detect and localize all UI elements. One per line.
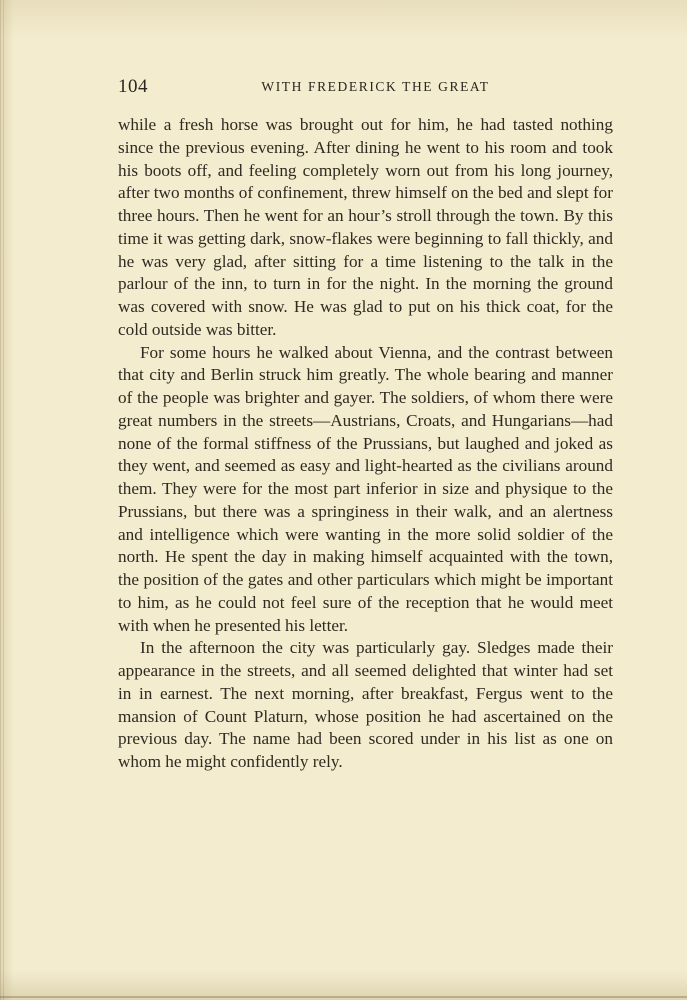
paragraph-3: In the afternoon the city was particularly gay. Sledges made their appearance in the streets, and all seemed delighted that winter had set in in earnest. The next morning, after breakfast, Fergus went to the mansion of Count Platurn, whose position he had ascertained on the previous day. The name had been scored under in his list as one on whom he might confidently rely. (118, 638, 613, 771)
body-text (118, 114, 613, 774)
page-edge-shading (0, 0, 6, 1000)
page-number: 104 (118, 76, 148, 97)
paragraph-2: For some hours he walked about Vienna, and the contrast between that city and Berlin struck him greatly. The whole bearing and manner of the people was brighter and gayer. The soldiers, of whom there were great numbers in the streets—Austrians, Croats, and Hungarians—had none of the formal stiffness of the Prussians, but laughed and joked as they went, and seemed as easy and light-hearted as the civilians around them. They were for the most part inferior in size and physique to the Prussians, but there was a springiness in their walk, and an alertness and intelligence which were wanting in the more solid soldier of the north. He spent the day in making himself acquainted with the town, the position of the gates and other particulars which might be important to him, as he could not feel sure of the reception that he would meet with when he presented his letter. (118, 342, 613, 635)
running-head: WITH FREDERICK THE GREAT (261, 79, 490, 94)
page-header (118, 76, 613, 100)
paragraph-1: while a fresh horse was brought out for him, he had tasted nothing since the previous evening. After dining he went to his room and took his boots off, and feeling completely worn out from his long journey, after two months of confinement, threw himself on the bed and slept for three hours. Then he went for an hour’s stroll through the town. By this time it was getting dark, snow-flakes were beginning to fall thickly, and he was very glad, after sitting for a time listening to the talk in the parlour of the inn, to turn in for the night. In the morning the ground was covered with snow. He was glad to put on his thick coat, for the cold outside was bitter. (118, 115, 613, 339)
page-bottom-edge (0, 996, 687, 998)
